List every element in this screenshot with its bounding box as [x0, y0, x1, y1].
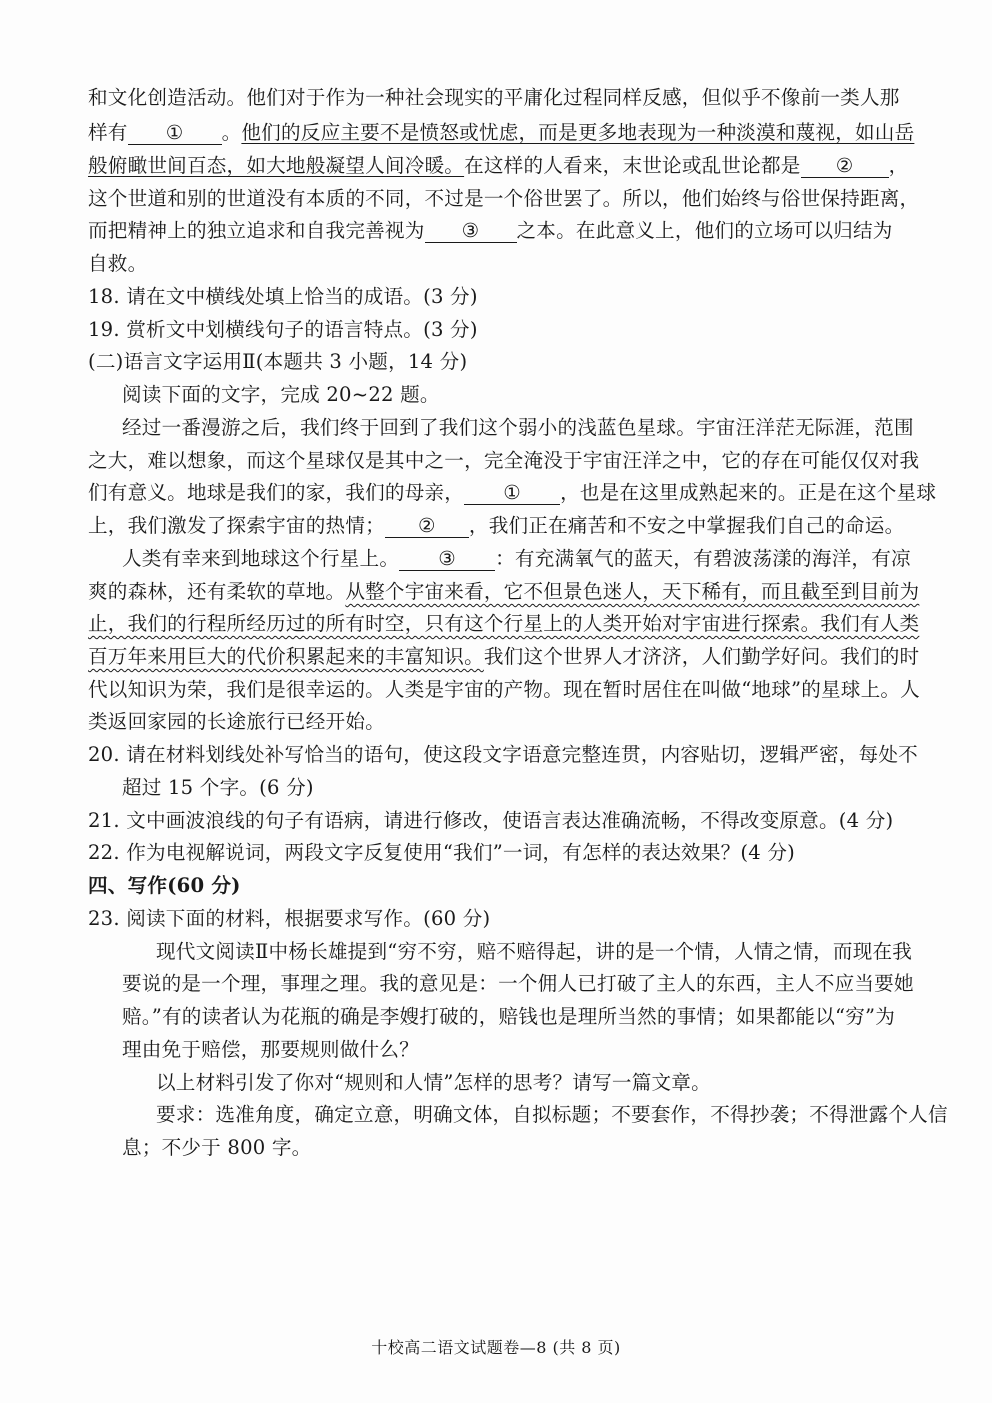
text: 上，我们激发了探索宇宙的热情；: [88, 514, 385, 537]
passage2-line: [88, 481, 936, 505]
blank-3: ③: [399, 548, 495, 571]
text: 们有意义。地球是我们的家，我们的母亲，: [88, 481, 465, 504]
text: 之大，难以想象，而这个星球仅是其中之一，完全淹没于宇宙汪洋之中，它的存在可能仅仅对我: [88, 449, 920, 472]
question-19: 19. 赏析文中划横线句子的语言特点。(3 分): [88, 318, 478, 341]
passage2-line: [122, 547, 911, 571]
text: ：有充满氧气的蓝天，有碧波荡漾的海洋，有凉: [495, 547, 911, 570]
requirements: 要求：选准角度，确定立意，明确文体，自拟标题；不要套作，不得抄袭；不得泄露个人信: [156, 1103, 948, 1126]
passage1-line: [88, 154, 908, 178]
material-line: 要说的是一个理，事理之理。我的意见是：一个佣人已打破了主人的东西，主人不应当要她: [122, 972, 914, 995]
passage1-line: [88, 252, 147, 276]
question-21: 21. 文中画波浪线的句子有语病，请进行修改，使语言表达准确流畅，不得改变原意。(4 分): [88, 809, 894, 832]
blank-1: ①: [464, 482, 560, 505]
passage1-line: [88, 86, 900, 110]
question-18: 18. 请在文中横线处填上恰当的成语。(3 分): [88, 285, 478, 308]
underlined-sentence: 般俯瞰世间百态，如大地般凝望人间冷暖。: [88, 154, 465, 177]
section-heading: (二)语言文字运用Ⅱ(本题共 3 小题，14 分): [88, 350, 468, 373]
text: 代以知识为荣，我们是很幸运的。人类是宇宙的产物。现在暂时居住在叫做“地球”的星球上。人: [88, 678, 920, 701]
text: ，也是在这里成熟起来的。正是在这个星球: [560, 481, 937, 504]
question-23: 23. 阅读下面的材料，根据要求写作。(60 分): [88, 907, 491, 930]
requirements-continued: 息；不少于 800 字。: [122, 1136, 312, 1159]
passage1-line: [88, 187, 919, 211]
question-20-continued: 超过 15 个字。(6 分): [122, 776, 314, 799]
text: 经过一番漫游之后，我们终于回到了我们这个弱小的浅蓝色星球。宇宙汪洋茫无际涯，范围: [122, 416, 914, 439]
passage2-line: [88, 645, 919, 669]
passage1-line: [88, 219, 893, 243]
passage1-line: [88, 121, 914, 145]
passage2-line: [122, 416, 914, 440]
text: 在这样的人看来，末世论或乱世论都是: [464, 154, 801, 177]
text: 我们这个世界人才济济，人们勤学好问。我们的时: [483, 645, 920, 668]
text: 而把精神上的独立追求和自我完善视为: [88, 219, 425, 242]
wavy-underlined-sentence: 从整个宇宙来看，它不但景色迷人，天下稀有，而且截至到目前为: [345, 580, 920, 603]
passage2-line: [88, 514, 904, 538]
text: 这个世道和别的世道没有本质的不同，不过是一个俗世罢了。所以，他们始终与俗世保持距离，: [88, 187, 920, 210]
section-heading-writing: 四、写作(60 分): [88, 874, 241, 897]
text: ，: [888, 154, 909, 177]
underlined-sentence: 他们的反应主要不是愤怒或忧虑，而是更多地表现为一种淡漠和蔑视，如山岳: [241, 121, 915, 144]
material-line: 赔。”有的读者认为花瓶的确是李嫂打破的，赔钱也是理所当然的事情；如果都能以“穷”为: [122, 1005, 896, 1028]
passage2-line: [88, 449, 919, 473]
writing-prompt: 以上材料引发了你对“规则和人情”怎样的思考？请写一篇文章。: [156, 1071, 711, 1094]
passage2-line: [88, 580, 919, 604]
text: 之本。在此意义上，他们的立场可以归结为: [516, 219, 893, 242]
text: 和文化创造活动。他们对于作为一种社会现实的平庸化过程同样反感，但似乎不像前一类人那: [88, 86, 900, 109]
text: 类返回家园的长途旅行已经开始。: [88, 710, 385, 733]
page-footer: 十校高二语文试题卷—8 (共 8 页): [371, 1338, 621, 1357]
text: 自救。: [88, 252, 148, 275]
question-22: 22. 作为电视解说词，两段文字反复使用“我们”一词，有怎样的表达效果？(4 分): [88, 841, 796, 864]
passage2-line: [88, 710, 385, 734]
wavy-underlined-sentence: 止，我们的行程所经历过的所有时空，只有这个行星上的人类开始对宇宙进行探索。我们有人类: [88, 612, 920, 635]
text: 。: [221, 121, 242, 144]
blank-1: ①: [128, 122, 222, 145]
blank-2: ②: [801, 155, 889, 178]
text: 人类有幸来到地球这个行星上。: [122, 547, 400, 570]
blank-2: ②: [385, 515, 469, 538]
material-line: 现代文阅读Ⅱ中杨长雄提到“穷不穷，赔不赔得起，讲的是一个情，人情之情，而现在我: [156, 940, 913, 963]
material-line: 理由免于赔偿，那要规则做什么？: [122, 1038, 419, 1061]
text: 爽的森林，还有柔软的草地。: [88, 580, 346, 603]
instruction: 阅读下面的文字，完成 20~22 题。: [122, 383, 440, 406]
passage2-line: [88, 678, 920, 702]
text: 样有: [88, 121, 128, 144]
passage2-line: [88, 612, 919, 636]
wavy-underlined-sentence: 百万年来用巨大的代价积累起来的丰富知识。: [88, 645, 484, 668]
blank-3: ③: [425, 220, 517, 243]
text: ，我们正在痛苦和不安之中掌握我们自己的命运。: [468, 514, 905, 537]
question-20: 20. 请在材料划线处补写恰当的语句，使这段文字语意完整连贯，内容贴切，逻辑严密，每处不: [88, 743, 918, 766]
